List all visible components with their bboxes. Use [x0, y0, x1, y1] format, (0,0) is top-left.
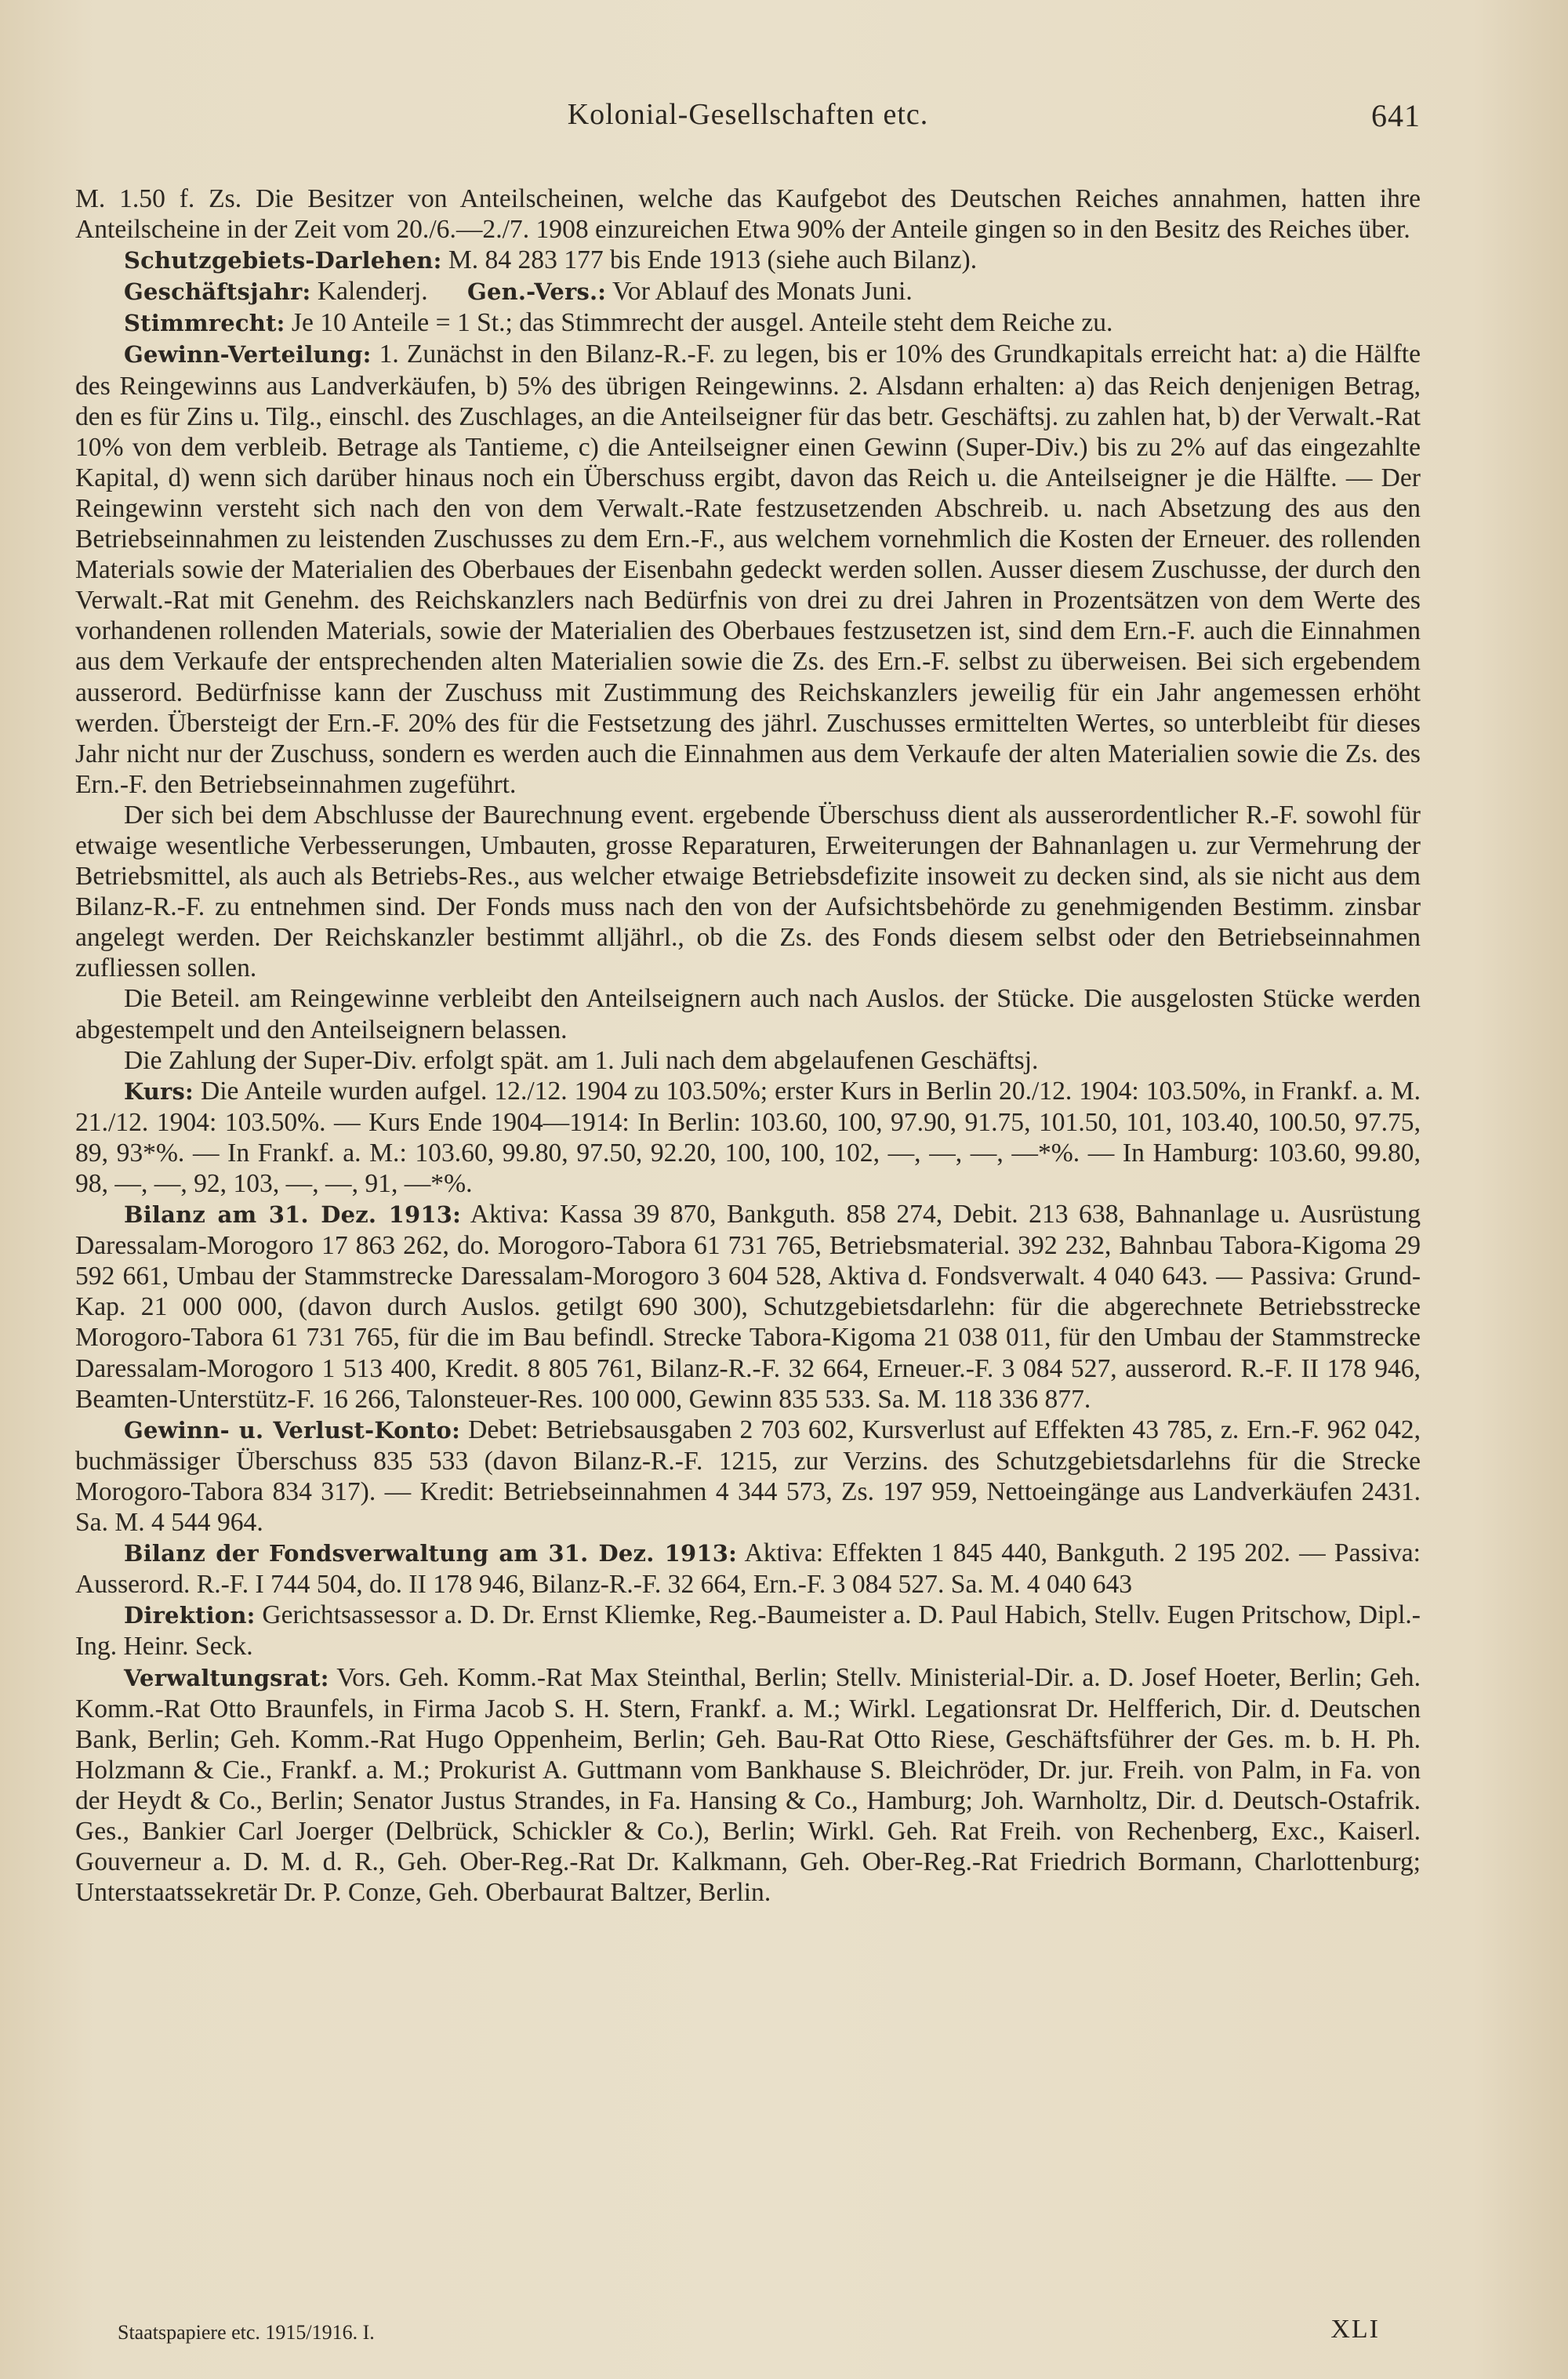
paragraph-schutzgebiets-darlehen	[75, 245, 1421, 276]
section-label: Gewinn-Verteilung:	[124, 341, 372, 369]
document-body	[75, 183, 1421, 1908]
paragraph-verwaltungsrat	[75, 1662, 1421, 1909]
section-label: Kurs:	[124, 1077, 194, 1105]
section-label: Bilanz am 31. Dez. 1913:	[124, 1201, 462, 1229]
section-label: Bilanz der Fondsverwaltung am 31. Dez. 1913:	[124, 1540, 738, 1567]
paragraph-text: Aktiva: Effekten 1 845 440, Bankguth. 2 195 202. — Passiva: Ausserord. R.-F. I 744 504, do. II 178 946, Bilanz-R.-F. 32 664, Ern.-F. 3 084 527. Sa. M. 4 040 643	[75, 1538, 1421, 1600]
section-label: Schutzgebiets-Darlehen:	[124, 247, 442, 274]
section-label: Stimmrecht:	[124, 310, 285, 337]
paragraph-beteiligung	[75, 983, 1421, 1044]
section-label: Gen.-Vers.:	[466, 278, 607, 306]
footer-source: Staatspapiere etc. 1915/1916. I.	[118, 2321, 375, 2344]
paragraph-bilanz	[75, 1199, 1421, 1415]
paragraph-text: M. 84 283 177 bis Ende 1913 (siehe auch Bilanz).	[441, 245, 978, 275]
paragraph-text: Gerichtsassessor a. D. Dr. Ernst Kliemke, Reg.-Baumeister a. D. Paul Habich, Stellv. Eugen Pritschow, Dipl.-Ing. Heinr. Seck.	[75, 1600, 1421, 1662]
page-number: 641	[1371, 98, 1421, 133]
footer-signature: XLI	[1330, 2315, 1380, 2344]
paragraph-intro	[75, 183, 1421, 245]
paragraph-text: Debet: Betriebsausgaben 2 703 602, Kursverlust auf Effekten 43 785, z. Ern.-F. 962 042, buchmässiger Überschuss 835 533 (davon Bilanz-R.-F. 1215, zur Verzins. des Schutzgebietsdarlehns für die Strecke Morogoro-Tabora 834 317). — Kredit: Betriebseinnahmen 4 344 573, Zs. 197 959, Nettoeingänge aus Landverkäufen 2431. Sa. M. 4 544 964.	[75, 1415, 1421, 1538]
section-label: Geschäftsjahr:	[124, 278, 311, 306]
paragraph-text: Je 10 Anteile = 1 St.; das Stimmrecht der ausgel. Anteile steht dem Reiche zu.	[285, 308, 1113, 338]
paragraph-text: M. 1.50 f. Zs. Die Besitzer von Anteilscheinen, welche das Kaufgebot des Deutschen Reiches annahmen, hatten ihre Anteilscheine in der Zeit vom 20./6.—2./7. 1908 einzureichen Etwa 90% der Anteile gingen so in den Besitz des Reiches über.	[75, 184, 1421, 245]
paragraph-gewinn-verteilung	[75, 339, 1421, 799]
paragraph-ueberschuss	[75, 800, 1421, 984]
paragraph-text: Die Beteil. am Reingewinne verbleibt den Anteilseignern auch nach Auslos. der Stücke. Die ausgelosten Stücke werden abgestempelt und den Anteilseignern belassen.	[75, 984, 1421, 1044]
header-title: Kolonial-Gesellschaften etc.	[567, 98, 929, 131]
paragraph-text: 1. Zunächst in den Bilanz-R.-F. zu legen, bis er 10% des Grundkapitals erreicht hat: a) die Hälfte des Reingewinns aus Landverkäufen, b) 5% des übrigen Reingewinns. 2. Alsdann erhalten: a) das Reich denjenigen Betrag, den es für Zins u. Tilg., einschl. des Zuschlages, an die Anteilseigner für das betr. Geschäftsj. zu zahlen hat, b) der Verwalt.-Rat 10% von dem verbleib. Betrage als Tantieme, c) die Anteilseigner einen Gewinn (Super-Div.) bis zu 2% auf das eingezahlte Kapital, d) wenn sich darüber hinaus noch ein Überschuss ergibt, davon das Reich u. die Anteilseigner je die Hälfte. — Der Reingewinn versteht sich nach den von dem Verwalt.-Rate festzusetzenden Abschreib. u. nach Absetzung des aus den Betriebseinnahmen zu leistenden Zuschusses zu dem Ern.-F., aus welchem vornehmlich die Kosten der Erneuer. des rollenden Materials sowie der Materialien des Oberbaues der Eisenbahn gedeckt werden sollen. Ausser diesem Zuschusse, der durch den Verwalt.-Rat mit Genehm. des Reichskanzlers nach Bedürfnis von drei zu drei Jahren in Prozentsätzen von dem Werte des vorhandenen rollenden Materials, sowie der Materialien des Oberbaues festzusetzen ist, sind dem Ern.-F. auch die Einnahmen aus dem Verkaufe der entsprechenden alten Materialien sowie die Zs. des Ern.-F. selbst zu überweisen. Bei sich ergebendem ausserord. Bedürfnisse kann der Zuschuss mit Zustimmung des Reichskanzlers jeweilig für ein Jahr angemessen erhöht werden. Übersteigt der Ern.-F. 20% des für die Festsetzung des jährl. Zuschusses ermittelten Wertes, so unterbleibt für dieses Jahr nicht nur der Zuschuss, sondern es werden auch die Einnahmen aus dem Verkaufe der alten Materialien sowie die Zs. des Ern.-F. den Betriebseinnahmen zugeführt.	[75, 340, 1421, 799]
paragraph-super-div	[75, 1045, 1421, 1076]
paragraph-geschaeftsjahr	[75, 276, 1421, 307]
paragraph-fondsverwaltung	[75, 1538, 1421, 1600]
paragraph-kurs	[75, 1076, 1421, 1199]
paragraph-text: Aktiva: Kassa 39 870, Bankguth. 858 274, Debit. 213 638, Bahnanlage u. Ausrüstung Daressalam-Morogoro 17 863 262, do. Morogoro-Tabora 61 731 765, Betriebsmaterial. 392 232, Bahnbau Tabora-Kigoma 29 592 661, Umbau der Stammstrecke Daressalam-Morogoro 3 604 528, Aktiva d. Fondsverwalt. 4 040 643. — Passiva: Grund-Kap. 21 000 000, (davon durch Auslos. getilgt 690 300), Schutzgebietsdarlehn: für die abgerechnete Betriebsstrecke Morogoro-Tabora 61 731 765, für die im Bau befindl. Strecke Tabora-Kigoma 21 038 011, für den Umbau der Stammstrecke Daressalam-Morogoro 1 513 400, Kredit. 8 805 761, Bilanz-R.-F. 32 664, Erneuer.-F. 3 084 527, ausserord. R.-F. II 178 946, Beamten-Unterstütz-F. 16 266, Talonsteuer-Res. 100 000, Gewinn 835 533. Sa. M. 118 336 877.	[75, 1200, 1421, 1414]
paragraph-text: Die Anteile wurden aufgel. 12./12. 1904 zu 103.50%; erster Kurs in Berlin 20./12. 1904: 103.50%, in Frankf. a. M. 21./12. 1904: 103.50%. — Kurs Ende 1904—1914: In Berlin: 103.60, 100, 97.90, 91.75, 101.50, 101, 103.40, 100.50, 97.75, 89, 93*%. — In Frankf. a. M.: 103.60, 99.80, 97.50, 92.20, 100, 100, 102, —, —, —, —*%. — In Hamburg: 103.60, 99.80, 98, —, —, 92, 103, —, —, 91, —*%.	[75, 1076, 1421, 1198]
paragraph-text: Der sich bei dem Abschlusse der Baurechnung event. ergebende Überschuss dient als ausserordentlicher R.-F. sowohl für etwaige wesentliche Verbesserungen, Umbauten, grosse Reparaturen, Erweiterungen der Bahnanlagen u. zur Vermehrung der Betriebsmittel, als auch als Betriebs-Res., aus welcher etwaige Betriebsdefizite insoweit zu decken sind, als sie nicht aus dem Bilanz-R.-F. zu entnehmen sind. Der Fonds muss nach den von der Aufsichtsbehörde zu genehmigenden Bestimm. zinsbar angelegt werden. Der Reichskanzler bestimmt alljährl., ob die Zs. des Fonds diesem selbst oder den Betriebseinnahmen zufliessen sollen.	[75, 800, 1421, 983]
paragraph-text: Vor Ablauf des Monats Juni.	[606, 277, 913, 307]
paragraph-text: Vors. Geh. Komm.-Rat Max Steinthal, Berlin; Stellv. Ministerial-Dir. a. D. Josef Hoeter, Berlin; Geh. Komm.-Rat Otto Braunfels, in Firma Jacob S. H. Stern, Frankf. a. M.; Wirkl. Legationsrat Dr. Helfferich, Dir. d. Deutschen Bank, Berlin; Geh. Komm.-Rat Hugo Oppenheim, Berlin; Geh. Bau-Rat Otto Riese, Geschäftsführer der Ges. m. b. H. Ph. Holzmann & Cie., Frankf. a. M.; Prokurist A. Guttmann vom Bankhause S. Bleichröder, Dr. jur. Freih. von Palm, in Fa. von der Heydt & Co., Berlin; Senator Justus Strandes, in Fa. Hansing & Co., Hamburg; Joh. Warnholtz, Dir. d. Deutsch-Ostafrik. Ges., Bankier Carl Joerger (Delbrück, Schickler & Co.), Berlin; Wirkl. Geh. Rat Freih. von Rechenberg, Exc., Kaiserl. Gouverneur a. D. M. d. R., Geh. Ober-Reg.-Rat Dr. Kalkmann, Geh. Ober-Reg.-Rat Friedrich Bormann, Charlottenburg; Unterstaatssekretär Dr. P. Conze, Geh. Oberbaurat Baltzer, Berlin.	[75, 1662, 1421, 1908]
paragraph-direktion	[75, 1600, 1421, 1662]
section-label: Direktion:	[124, 1602, 256, 1629]
running-header	[75, 97, 1421, 144]
paragraph-text: Die Zahlung der Super-Div. erfolgt spät. am 1. Juli nach dem abgelaufenen Geschäftsj.	[124, 1045, 1039, 1075]
paragraph-text: Kalenderj.	[310, 277, 428, 307]
section-label: Verwaltungsrat:	[124, 1664, 329, 1691]
paragraph-gewinn-verlust	[75, 1415, 1421, 1538]
section-label: Gewinn- u. Verlust-Konto:	[124, 1416, 460, 1444]
paragraph-stimmrecht	[75, 307, 1421, 339]
